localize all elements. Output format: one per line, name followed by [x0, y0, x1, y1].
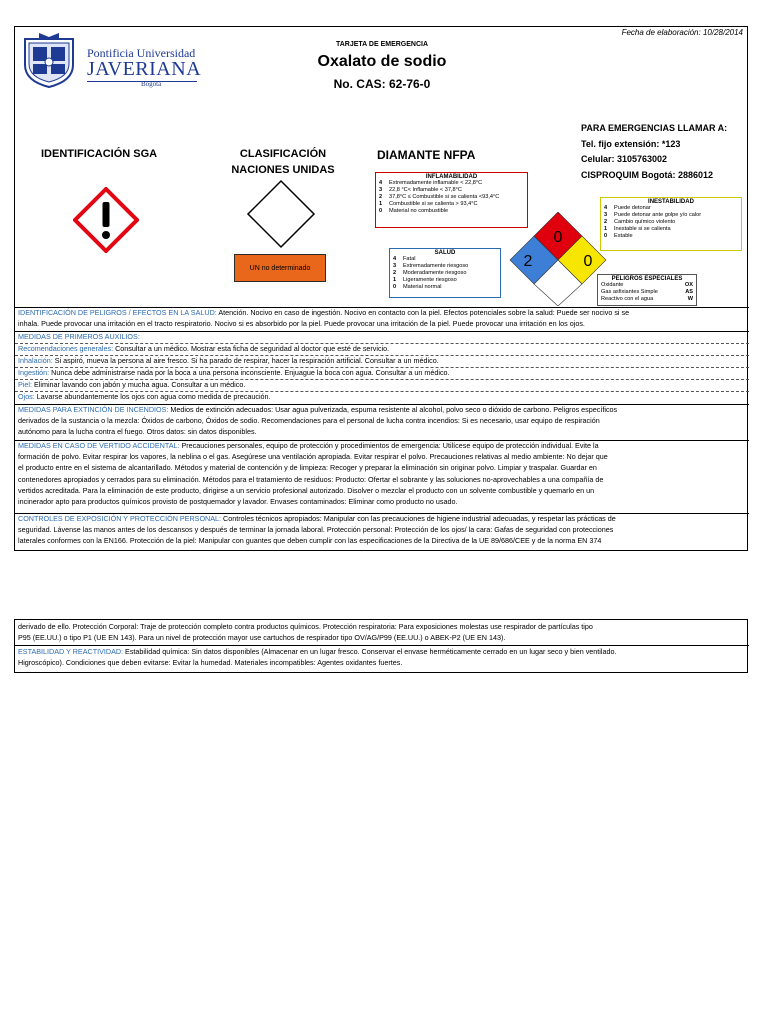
legend-row: Reactivo con el agua W — [601, 296, 693, 302]
exclamation-mark-pictogram-icon — [73, 187, 139, 253]
emergency-cisproquim: CISPROQUIM Bogotá: 2886012 — [581, 169, 714, 180]
first-aid-inhalation: Inhalación: Si aspiró, mueva la persona al aire fresco. Si ha parado de respirar, hacer la respiración artificial. Consultar a un médico. — [18, 356, 439, 365]
legend-row: 0 Material no combustible — [379, 208, 449, 214]
un-heading-line-1: CLASIFICACIÓN — [239, 148, 327, 160]
exposure-continued-line: P95 (EE.UU.) o tipo P1 (UE EN 143). Para un nivel de protección mayor use cartuchos de respirador tipo OV/AG/P99 (EE.UU.) o ABEK-P2 (UE EN 143). — [18, 633, 506, 643]
exposure-line: seguridad. Lávense las manos antes de los descansos y después de terminar la jornada laboral. Protección personal: Protección de los ojos/ la cara: Gafas de seguridad con protecciones — [18, 525, 614, 535]
exposure-continued-line: derivado de ello. Protección Corporal: Traje de protección completo contra productos químicos. Protección respiratoria: Para exposiciones molestas use respirador de partículas tipo — [18, 622, 593, 631]
health-legend — [389, 248, 501, 298]
firefighting-heading: MEDIDAS PARA EXTINCIÓN DE INCENDIOS: — [18, 405, 169, 414]
legend-row: 0 Material normal — [393, 284, 442, 290]
instability-legend-title: INESTABILIDAD — [648, 199, 694, 205]
legend-row: 1 Inestable si se calienta — [604, 226, 671, 232]
health-legend-title: SALUD — [434, 250, 456, 256]
stability-heading: ESTABILIDAD Y REACTIVIDAD: — [18, 647, 124, 656]
legend-row: Oxidante OX — [601, 282, 693, 288]
ingestion-heading: Ingestión: — [18, 368, 50, 377]
legend-row: 4 Extremadamente inflamable < 22,8°C — [379, 180, 483, 186]
special-hazards-title: PELIGROS ESPECIALES — [611, 276, 683, 282]
exposure-line: laterales conformes con la EN166. Protección de la piel: Manipular con guantes que deben cumplir con las especificaciones de la Directiva de la UE 89/686/CEE y de la norma EN 374 — [18, 536, 602, 546]
emergency-extension: Tel. fijo extensión: *123 — [581, 138, 681, 149]
first-aid-eyes: Ojos: Lavarse abundantemente los ojos con agua como medida de precaución. — [18, 392, 271, 401]
emergency-call-heading: PARA EMERGENCIAS LLAMAR A: — [581, 123, 728, 133]
legend-row: 2 Moderadamente riesgoso — [393, 270, 467, 276]
instability-rating: 0 — [583, 253, 593, 270]
hazards-section — [15, 307, 749, 329]
nfpa-diamond-icon — [498, 212, 618, 306]
flammability-rating: 0 — [553, 229, 563, 246]
card-kind: TARJETA DE EMERGENCIA — [335, 41, 429, 48]
nfpa-diamond-panel — [375, 172, 745, 307]
legend-row: Gas asfixiantes Simple AS — [601, 289, 693, 295]
legend-row: 1 Ligeramente riesgoso — [393, 277, 457, 283]
first-aid-heading: MEDIDAS DE PRIMEROS AUXILIOS: — [18, 332, 140, 341]
stability-line: Higroscópico). Condiciones que deben evitarse: Evitar la humedad. Materiales incompatibles: Agentes oxidantes fuertes. — [18, 658, 403, 668]
cas-number: No. CAS: 62-76-0 — [333, 77, 431, 91]
logo-line-2: JAVERIANA — [87, 58, 202, 80]
substance-name: Oxalato de sodio — [317, 53, 447, 70]
eyes-heading: Ojos: — [18, 392, 35, 401]
spill-line: incinerador apto para productos químicos provisto de postquemador y lavador. Envases contaminados: Eliminar como producto no usado. — [18, 497, 458, 507]
spill-line: contenedores apropiados y cerrados para su eliminación. Métodos para el tratamiento de residuos: Producto: Ofertar el sobrante y las soluciones no-aprovechables a una compañía de — [18, 474, 604, 484]
firefighting-line: derivados de la sustancia o la mezcla: Óxidos de carbono, Óxidos de sodio. Recomendaciones para el personal de lucha contra incendios: Si es necesario, usar equipo de respiración — [18, 416, 600, 426]
first-aid-general: Recomendaciones generales: Consultar a un médico. Mostrar esta ficha de seguridad al doctor que esté de servicio. — [18, 344, 390, 353]
legend-row: 2 Cambio químico violento — [604, 219, 676, 225]
exposure-controls-section: CONTROLES DE EXPOSICIÓN Y PROTECCIÓN PERSONAL: Controles técnicos apropiados: Manipular con las precauciones de higiene industrial adecuadas, y respetar las prácticas de seguridad. Lávense las manos antes de los descansos y después de terminar la jornada laboral. Protección personal: Protección de los ojos/ la cara: Gafas de seguridad con protecciones laterales conformes con la EN166. Protección de la piel: Manipular con guantes que deben cumplir con las especificaciones de la Directiva de la UE 89/686/CEE y de la norma EN 374 — [15, 513, 749, 547]
un-heading-line-2: NACIONES UNIDAS — [231, 164, 335, 176]
sga-heading: IDENTIFICACIÓN SGA — [41, 148, 158, 160]
emergency-mobile: Celular: 3105763002 — [581, 154, 668, 164]
skin-heading: Piel: — [18, 380, 32, 389]
legend-row: 3 Extremadamente riesgoso — [393, 263, 469, 269]
hazards-line: IDENTIFICACIÓN DE PELIGROS / EFECTOS EN LA SALUD: Atención. Nocivo en caso de ingestión. Nocivo en contacto con la piel. Efectos potenciales sobre la salud: Puede ser nocivo si se — [18, 308, 630, 317]
emergency-card — [14, 26, 748, 551]
health-rating: 2 — [523, 253, 533, 270]
stability-section: ESTABILIDAD Y REACTIVIDAD: Estabilidad química: Sin datos disponibles (Almacenar en un lugar fresco. Conservar el envase herméticamente cerrado en un lugar seco y bien ventilado. Higroscópico). Condiciones que deben evitarse: Evitar la humedad. Materiales incompatibles: Agentes oxidantes fuertes. — [15, 646, 749, 668]
firefighting-section: MEDIDAS PARA EXTINCIÓN DE INCENDIOS: Medios de extinción adecuados: Usar agua pulverizada, espuma resistente al alcohol, polvo seco o dióxido de carbono. Peligros específicos derivados de la sustancia o la mezcla: Óxidos de carbono, Óxidos de sodio. Recomendaciones para el personal de lucha contra incendios: Si es necesario, usar equipo de respiración autónomo para la lucha contra el fuego. Otros datos: sin datos disponibles. — [15, 404, 749, 438]
flammability-legend-title: INFLAMABILIDAD — [425, 174, 478, 180]
legend-row: 3 22,8 °C< Inflamable < 37,8°C — [379, 187, 462, 193]
date-of-preparation: Fecha de elaboración: 10/28/2014 — [621, 28, 743, 37]
first-aid-skin: Piel: Eliminar lavando con jabón y mucha agua. Consultar a un médico. — [18, 380, 246, 389]
general-recommendations-heading: Recomendaciones generales: — [18, 344, 114, 353]
first-aid-ingestion: Ingestión: Nunca debe administrarse nada por la boca a una persona inconsciente. Enjuague la boca con agua. Consultar a un médico. — [18, 368, 450, 377]
nfpa-heading: DIAMANTE NFPA — [377, 148, 476, 162]
instability-legend — [600, 197, 742, 251]
un-classification-heading — [223, 146, 343, 178]
spill-line: vertidos acreditada. Para la eliminación de este producto, dirigirse a un servicio profesional autorizado. Disolver o mezclar el producto con un solvente combustible y quemarlo en un — [18, 485, 595, 495]
spill-section: MEDIDAS EN CASO DE VERTIDO ACCIDENTAL: Precauciones personales, equipo de protección y procedimientos de emergencia: Utilícese equipo de protección individual. Evite la formación de polvo. Evitar respirar los vapores, la neblina o el gas. Asegúrese una ventilación apropiada. Evitar respirar el polvo. Precauciones relativas al medio ambiente: No dejar que el producto entre en el sistema de alcantarillado. Métodos y material de contención y de limpieza: Recoger y preparar la eliminación sin originar polvo. Limpiar y traspalar. Guardar en contenedores apropiados y cerrados para su eliminación. Métodos para el tratamiento de residuos: Producto: Ofertar el sobrante y las soluciones no-aprovechables a una compañía de vertidos acreditada. Para la eliminación de este producto, dirigirse a un servicio profesional autorizado. Disolver o mezclar el producto con un solvente combustible y quemarlo en un incinerador apto para productos químicos provisto de postquemador y lavador. Envases contaminados: Eliminar como producto no usado. — [15, 440, 749, 507]
inhalation-heading: Inhalación: — [18, 356, 53, 365]
legend-row: 3 Puede detonar ante golpe y/o calor — [604, 212, 702, 218]
legend-row: 0 Estable — [604, 233, 633, 239]
legend-row: 1 Combustible si se calienta > 93,4°C — [379, 201, 478, 207]
legend-row: 2 37,8°C ≤ Combustible si se calienta <93,4°C — [379, 194, 500, 200]
logo-line-3: Bogotá — [141, 80, 162, 88]
legend-row: 4 Puede detonar — [604, 205, 651, 211]
logo-line-1: Pontificia Universidad — [87, 46, 196, 60]
legend-row: 4 Fatal — [393, 256, 416, 262]
exposure-controls-heading: CONTROLES DE EXPOSICIÓN Y PROTECCIÓN PERSONAL: — [18, 514, 222, 523]
un-number-label: UN no determinado — [234, 254, 326, 282]
exposure-continued — [15, 621, 749, 643]
un-diamond-icon — [246, 179, 316, 249]
spill-heading: MEDIDAS EN CASO DE VERTIDO ACCIDENTAL: — [18, 441, 180, 450]
first-aid-section — [15, 331, 749, 342]
emergency-card-continued — [14, 619, 748, 673]
hazards-line: inhala. Puede provocar una irritación en el tracto respiratorio. Nocivo si es absorbido por la piel. Puede provocar una irritación de la piel. Puede provocar una irritación en los ojos. — [18, 319, 585, 329]
spill-line: formación de polvo. Evitar respirar los vapores, la neblina o el gas. Asegúrese una ventilación apropiada. Evitar respirar el polvo. Precauciones relativas al medio ambiente: No dejar que — [18, 452, 608, 462]
hazards-heading: IDENTIFICACIÓN DE PELIGROS / EFECTOS EN LA SALUD: — [18, 308, 217, 317]
firefighting-line: autónomo para la lucha contra el fuego. Otros datos: sin datos disponibles. — [18, 427, 257, 437]
spill-line: el producto entre en el sistema de alcantarillado. Métodos y material de contención y de limpieza: Recoger y preparar la eliminación sin originar polvo. Limpiar y traspalar. Guardar en — [18, 463, 597, 473]
